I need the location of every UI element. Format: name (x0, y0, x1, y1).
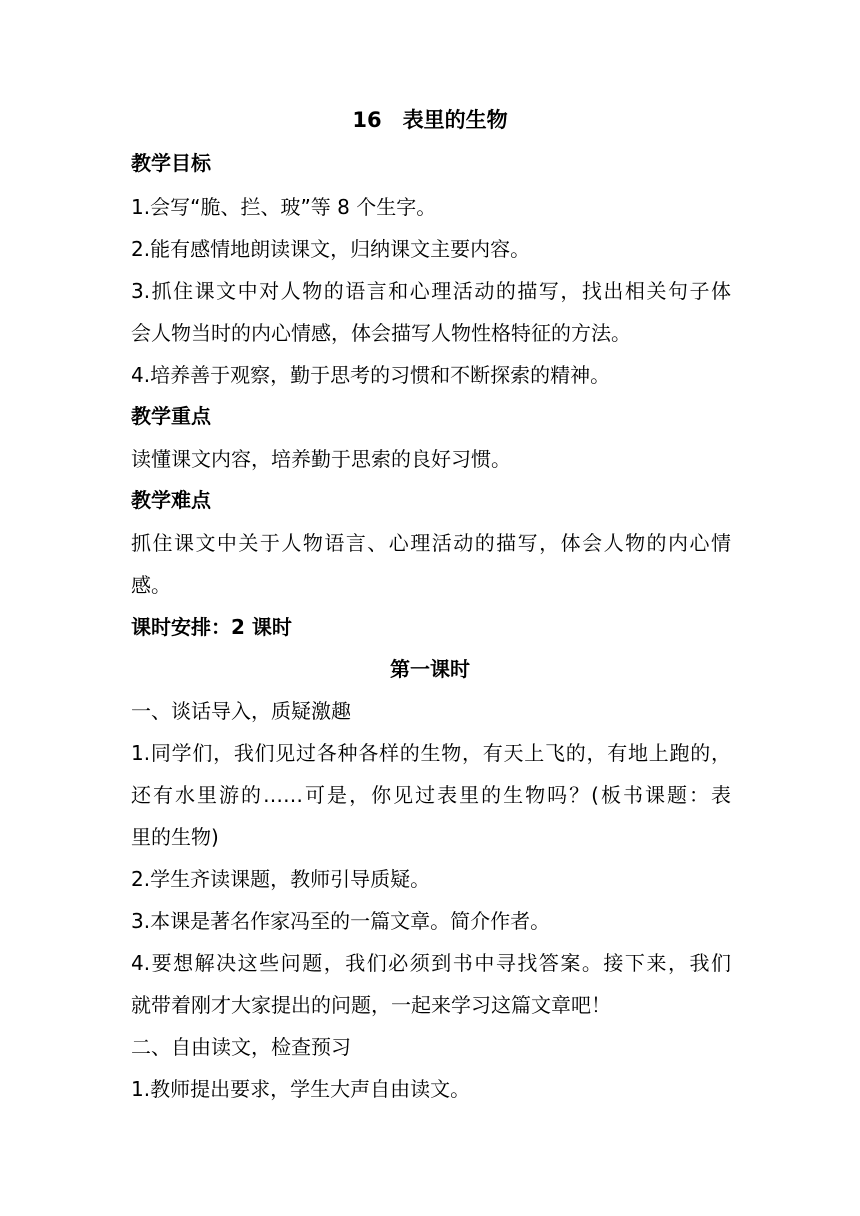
objective-item: 4.培养善于观察，勤于思考的习惯和不断探索的精神。 (131, 363, 611, 387)
part1-line: 4.要想解决这些问题，我们必须到书中寻找答案。接下来，我们 (131, 951, 731, 975)
difficulty-text: 抓住课文中关于人物语言、心理活动的描写，体会人物的内心情 (131, 531, 731, 555)
focus-heading: 教学重点 (131, 404, 211, 428)
part1-line: 2.学生齐读课题，教师引导质疑。 (131, 867, 431, 891)
focus-text: 读懂课文内容，培养勤于思索的良好习惯。 (131, 447, 511, 471)
objective-item: 3.抓住课文中对人物的语言和心理活动的描写，找出相关句子体 (131, 279, 731, 303)
part1-line: 就带着刚才大家提出的问题，一起来学习这篇文章吧！ (131, 993, 611, 1017)
objective-item: 2.能有感情地朗读课文，归纳课文主要内容。 (131, 237, 531, 261)
difficulty-heading: 教学难点 (131, 488, 211, 512)
part2-line: 1.教师提出要求，学生大声自由读文。 (131, 1077, 471, 1101)
part2-heading: 二、自由读文，检查预习 (131, 1035, 351, 1059)
part1-line: 还有水里游的……可是，你见过表里的生物吗？(板书课题：表 (131, 783, 731, 807)
document-title: 16 表里的生物 (352, 108, 508, 132)
schedule-line: 课时安排：2 课时 (131, 615, 292, 639)
objective-item-continuation: 会人物当时的内心情感，体会描写人物性格特征的方法。 (131, 321, 631, 345)
part1-line: 3.本课是著名作家冯至的一篇文章。简介作者。 (131, 909, 551, 933)
part1-line: 里的生物) (131, 825, 219, 849)
part1-line: 1.同学们，我们见过各种各样的生物，有天上飞的，有地上跑的， (131, 741, 731, 765)
difficulty-text-continuation: 感。 (131, 573, 171, 597)
part1-heading: 一、谈话导入，质疑激趣 (131, 699, 351, 723)
objectives-heading: 教学目标 (131, 151, 211, 175)
objective-item: 1.会写“脆、拦、玻”等 8 个生字。 (131, 195, 437, 219)
lesson-heading: 第一课时 (390, 657, 470, 681)
